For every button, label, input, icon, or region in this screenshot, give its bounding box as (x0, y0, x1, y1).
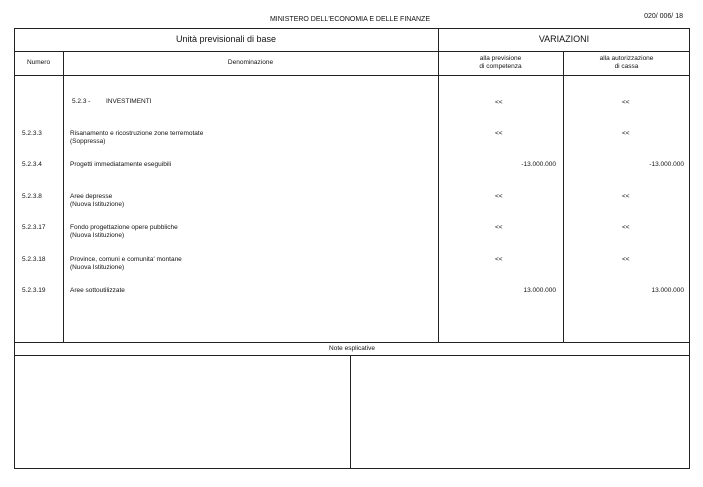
row-cassa: -13.000.000 (649, 161, 684, 168)
row-denominazione: Fondo progettazione opere pubbliche (70, 224, 178, 231)
row-numero: 5.2.3.4 (22, 161, 42, 168)
row-denominazione: Province, comuni e comunita' montane (70, 256, 182, 263)
notes-top-line (14, 342, 690, 343)
col-divider-numero (63, 51, 64, 342)
group-header-variazioni: VARIAZIONI (538, 34, 590, 44)
notes-title: Note esplicative (329, 345, 375, 352)
page-reference: 020/ 006/ 18 (644, 13, 683, 20)
section-title: INVESTIMENTI (106, 98, 152, 105)
row-competenza: << (495, 130, 503, 137)
col-divider-variazioni (438, 28, 439, 342)
ministry-title: MINISTERO DELL'ECONOMIA E DELLE FINANZE (269, 16, 431, 23)
notes-right-area (351, 356, 689, 468)
row-note: (Nuova Istituzione) (70, 201, 125, 208)
row-competenza: << (495, 224, 503, 231)
header-divider-2 (14, 75, 690, 76)
row-numero: 5.2.3.3 (22, 130, 42, 137)
notes-left-area (15, 356, 349, 468)
section-code: 5.2.3 - (72, 98, 91, 105)
row-cassa: << (622, 256, 630, 263)
row-denominazione: Aree depresse (70, 193, 113, 200)
col-header-denominazione: Denominazione (227, 59, 274, 66)
row-numero: 5.2.3.17 (22, 224, 46, 231)
section-cassa: << (622, 99, 630, 106)
row-competenza: << (495, 193, 503, 200)
row-numero: 5.2.3.8 (22, 193, 42, 200)
row-cassa: << (622, 193, 630, 200)
section-competenza: << (495, 99, 503, 106)
group-header-unita: Unità previsionali di base (175, 34, 277, 44)
row-note: (Soppressa) (70, 138, 106, 145)
row-competenza: 13.000.000 (523, 287, 556, 294)
col-header-numero: Numero (26, 59, 51, 66)
row-denominazione: Aree sottoutilizzate (70, 287, 125, 294)
row-cassa: << (622, 224, 630, 231)
row-cassa: << (622, 130, 630, 137)
row-denominazione: Risanamento e ricostruzione zone terremotate (70, 130, 204, 137)
row-competenza: -13.000.000 (521, 161, 556, 168)
row-competenza: << (495, 256, 503, 263)
col-header-cassa: alla autorizzazione di cassa (599, 55, 654, 70)
row-note: (Nuova Istituzione) (70, 264, 125, 271)
row-denominazione: Progetti immediatamente eseguibili (70, 161, 172, 168)
col-header-competenza: alla previsione di competenza (479, 55, 522, 70)
row-cassa: 13.000.000 (651, 287, 684, 294)
row-numero: 5.2.3.18 (22, 256, 46, 263)
row-numero: 5.2.3.19 (22, 287, 46, 294)
header-divider-1 (14, 51, 690, 52)
row-note: (Nuova Istituzione) (70, 232, 125, 239)
col-divider-cassa (563, 51, 564, 342)
